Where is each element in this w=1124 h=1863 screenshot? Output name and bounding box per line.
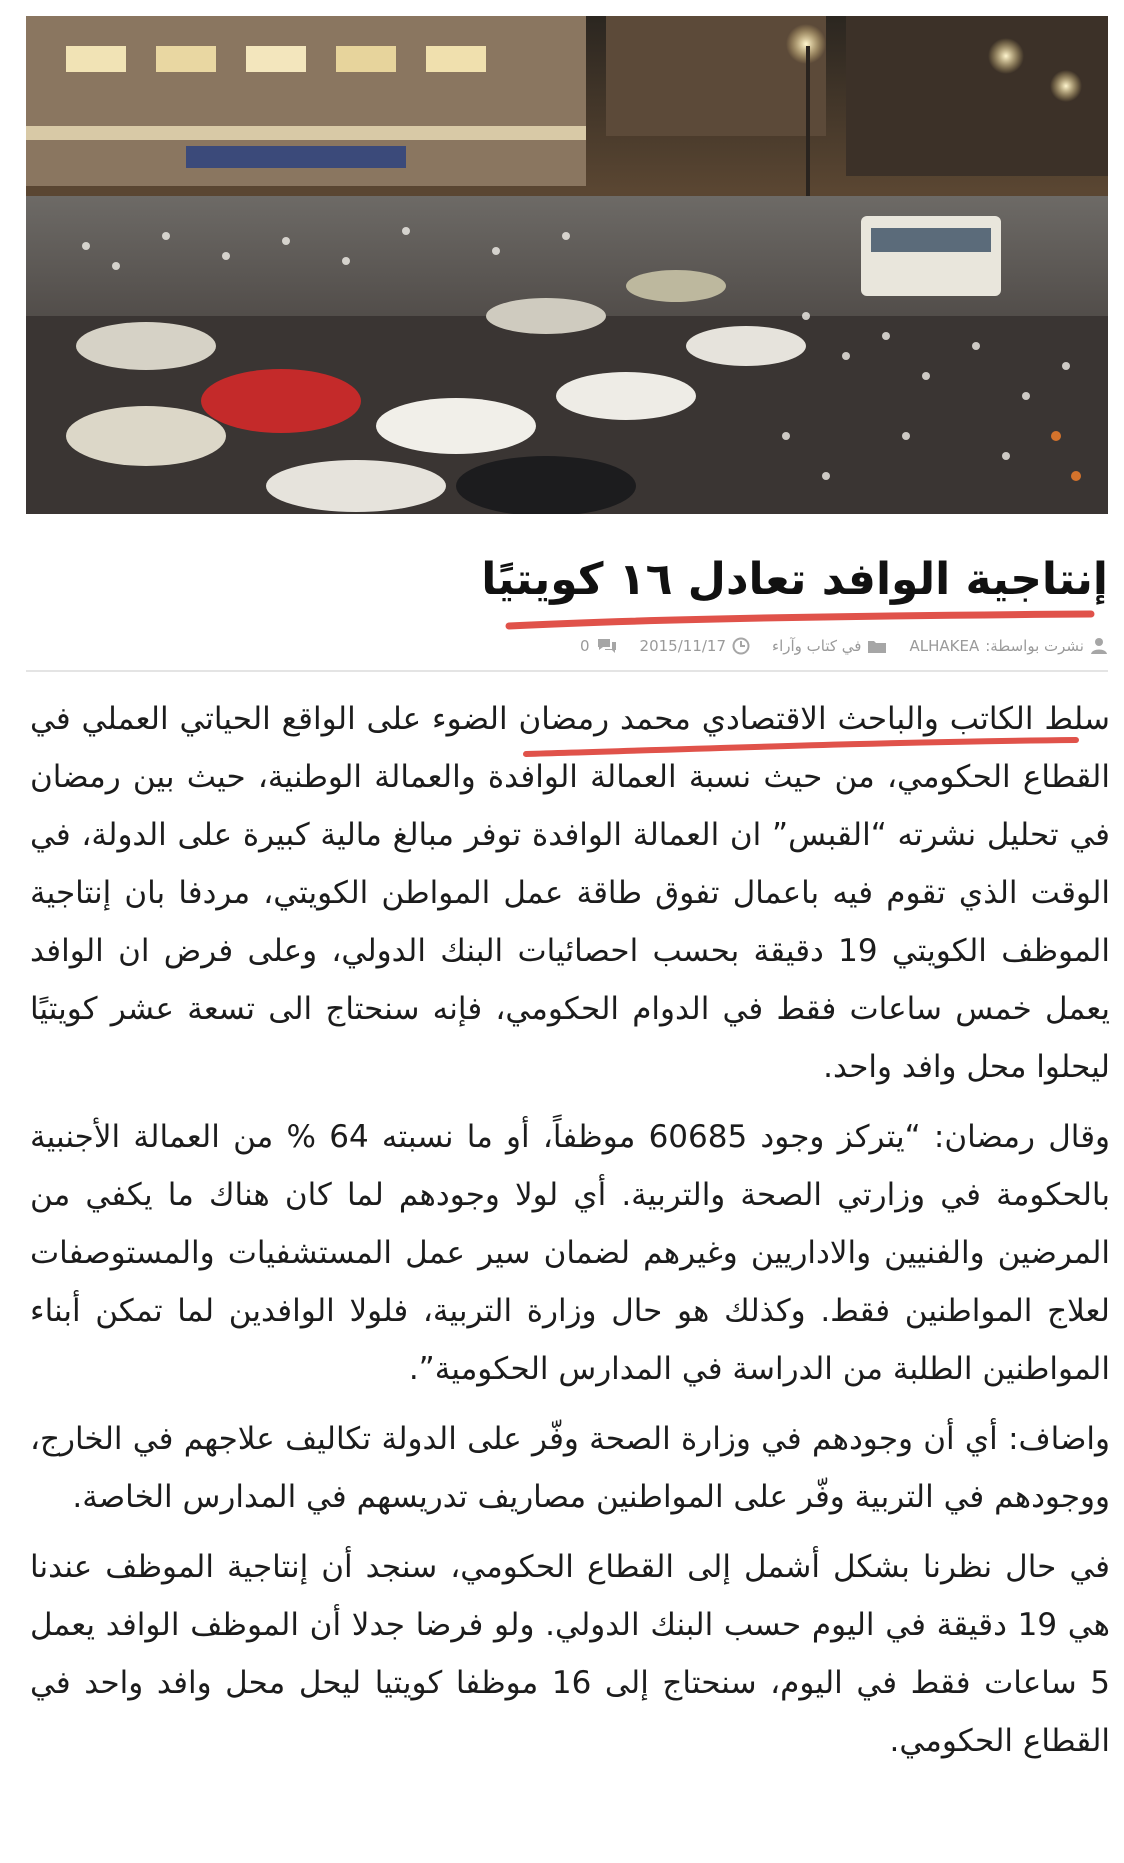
- folder-icon: [867, 638, 887, 654]
- meta-comments[interactable]: [580, 637, 618, 655]
- meta-category-label[interactable]: في كتاب وآراء: [772, 637, 862, 655]
- meta-category[interactable]: [772, 637, 887, 655]
- clock-icon: [732, 637, 750, 655]
- article-title: إنتاجية الوافد تعادل ١٦ كويتيًا: [481, 554, 1108, 605]
- user-icon: [1090, 637, 1108, 655]
- meta-date-value: 2015/11/17: [639, 637, 727, 655]
- meta-comments-count[interactable]: 0: [580, 637, 590, 655]
- meta-author-prefix: نشرت بواسطة:: [985, 637, 1084, 655]
- meta-author[interactable]: [909, 637, 1108, 655]
- article-paragraph: وقال رمضان: “يتركز وجود 60685 موظفاً، أو ما نسبته 64 % من العمالة الأجنبية بالحكومة في وزارتي الصحة والتربية. أي لولا وجودهم لما كان هناك ما يكفي من المرضين والفنيين والاداريين وغيرهم لضمان سير عمل المستشفيات والمستوصفات لعلاج المواطنين فقط. وكذلك هو حال وزارة التربية، فلولا الوافدين لما تمكن أبناء المواطنين الطلبة من الدراسة في المدارس الحكومية”.: [30, 1119, 1110, 1387]
- comments-icon: [596, 637, 618, 655]
- article-paragraph: في حال نظرنا بشكل أشمل إلى القطاع الحكومي، سنجد أن إنتاجية الموظف عندنا هي 19 دقيقة في اليوم حسب البنك الدولي. ولو فرضا جدلا أن الموظف الوافد يعمل 5 ساعات فقط في اليوم، سنحتاج إلى 16 موظفا كويتيا ليحل محل وافد واحد في القطاع الحكومي.: [30, 1549, 1110, 1759]
- article-paragraph: سلط الكاتب والباحث الاقتصادي محمد رمضان الضوء على الواقع الحياتي العملي في القطاع الحكومي، من حيث نسبة العمالة الوافدة والعمالة الوطنية، حيث بين رمضان في تحليل نشرته “القبس” ان العمالة الوافدة توفر مبالغ مالية كبيرة على الدولة، في الوقت الذي تقوم فيه باعمال تفوق طاقة عمل المواطن الكويتي، مردفا بان إنتاجية الموظف الكويتي 19 دقيقة بحسب احصائيات البنك الدولي، وعلى فرض ان الوافد يعمل خمس ساعات فقط في الدوام الحكومي، فإنه سنحتاج الى تسعة عشر كويتيًا ليحلوا محل وافد واحد.: [30, 701, 1110, 1085]
- meta-author-name[interactable]: ALHAKEA: [909, 637, 980, 655]
- hero-photo: [26, 16, 1108, 514]
- separator: [26, 670, 1108, 672]
- article-meta: [580, 632, 1108, 660]
- meta-date: [640, 637, 750, 655]
- article-paragraph: واضاف: أي أن وجودهم في وزارة الصحة وفّر على الدولة تكاليف علاجهم في الخارج، ووجودهم في التربية وفّر على المواطنين مصاريف تدريسهم في المدارس الخاصة.: [30, 1421, 1110, 1515]
- article-body: [30, 690, 1110, 1782]
